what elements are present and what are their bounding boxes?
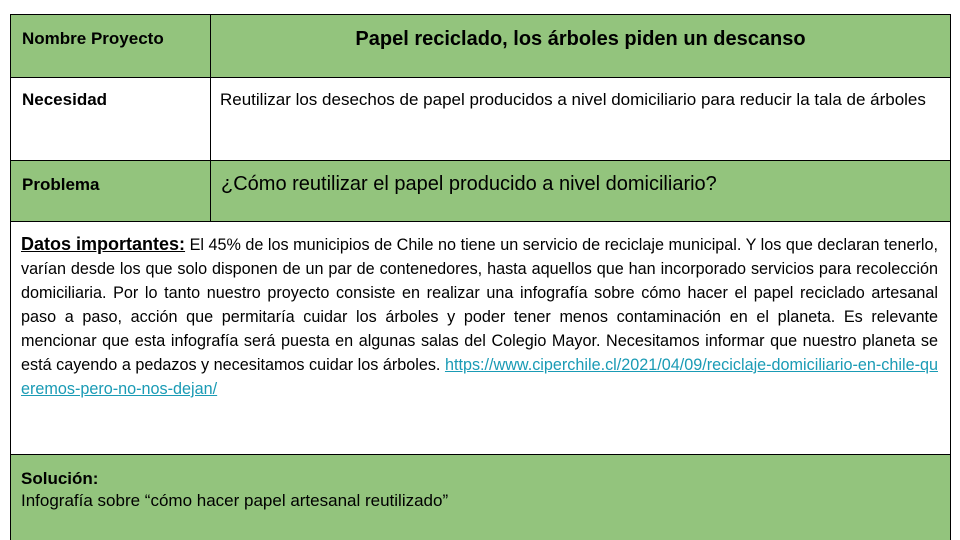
important-data-cell: [11, 222, 951, 455]
project-table: [10, 14, 951, 540]
need-value: Reutilizar los desechos de papel producidos a nivel domiciliario para reducir la tala de árboles: [211, 78, 951, 161]
solution-cell: [11, 455, 951, 540]
important-data-heading: Datos importantes:: [21, 234, 186, 254]
source-link[interactable]: https://www.ciperchile.cl/2021/04/09/reciclaje-domiciliario-en-chile-queremos-pero-no-nos-dejan/: [21, 356, 938, 398]
project-name-label: Nombre Proyecto: [11, 15, 211, 78]
solution-value: Infografía sobre “cómo hacer papel artesanal reutilizado”: [21, 491, 449, 510]
problem-value: ¿Cómo reutilizar el papel producido a nivel domiciliario?: [211, 161, 951, 222]
need-label: Necesidad: [11, 78, 211, 161]
problem-label: Problema: [11, 161, 211, 222]
project-name-row: [11, 15, 951, 78]
problem-row: [11, 161, 951, 222]
important-data-body: El 45% de los municipios de Chile no tiene un servicio de reciclaje municipal. Y los que declaran tenerlo, varían desde los que solo disponen de un par de contenedores, hasta aquellos que han incorporado servicios para recolección domiciliaria. Por lo tanto nuestro proyecto consiste en realizar una infografía sobre cómo hacer el papel reciclado artesanal paso a paso, acción que permitaría cuidar los árboles y poder tener menos contaminación en el planeta. Es relevante mencionar que esta infografía será puesta en algunas salas del Colegio Mayor. Necesitamos informar que nuestro planeta se está cayendo a pedazos y necesitamos cuidar los árboles.: [21, 236, 938, 374]
project-name-value: Papel reciclado, los árboles piden un descanso: [211, 15, 951, 78]
solution-heading: Solución:: [21, 469, 99, 488]
need-row: [11, 78, 951, 161]
important-data-row: [11, 222, 951, 455]
solution-row: [11, 455, 951, 540]
